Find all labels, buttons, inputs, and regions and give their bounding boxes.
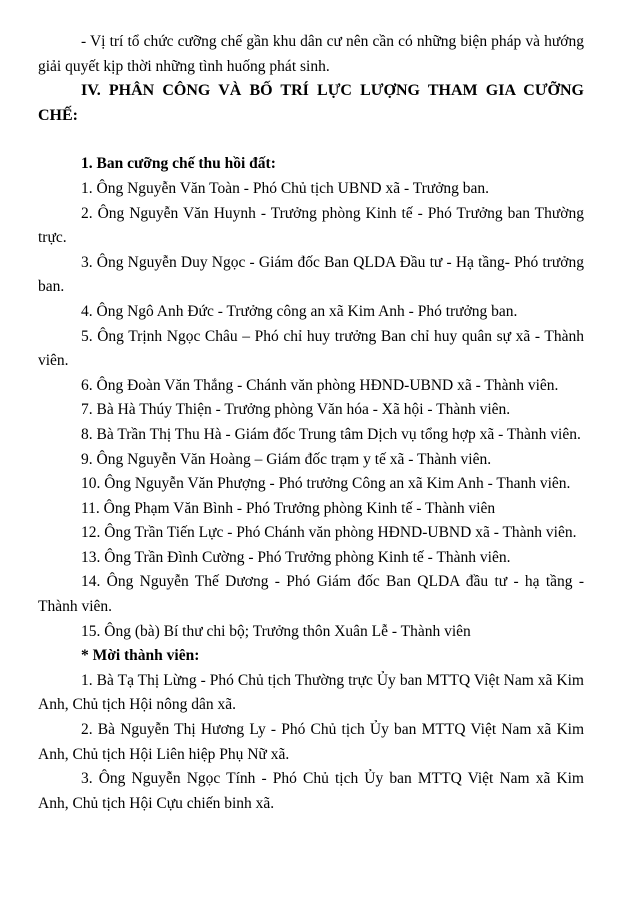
list-item: 10. Ông Nguyễn Văn Phượng - Phó trưởng Công an xã Kim Anh - Thanh viên. [81, 475, 571, 493]
list-item: 3. Ông Nguyễn Ngọc Tính - Phó Chủ tịch Ủy ban MTTQ Việt Nam xã Kim Anh, Chủ tịch Hội Cựu chiến binh xã. [38, 770, 584, 812]
committee-member-list [38, 177, 584, 644]
list-item: 5. Ông Trịnh Ngọc Châu – Phó chỉ huy trưởng Ban chỉ huy quân sự xã - Thành viên. [38, 327, 584, 370]
list-item: 14. Ông Nguyễn Thế Dương - Phó Giám đốc Ban QLDA đầu tư - hạ tầng - Thành viên. [38, 573, 584, 616]
list-item: 11. Ông Phạm Văn Bình - Phó Trưởng phòng Kinh tế - Thành viên [81, 499, 496, 517]
list-item: 15. Ông (bà) Bí thư chi bộ; Trưởng thôn Xuân Lễ - Thành viên [81, 622, 471, 640]
list-item: 8. Bà Trần Thị Thu Hà - Giám đốc Trung tâm Dịch vụ tổng hợp xã - Thành viên. [81, 425, 581, 443]
list-item: 7. Bà Hà Thúy Thiện - Trưởng phòng Văn hóa - Xã hội - Thành viên. [81, 401, 511, 419]
list-item: 9. Ông Nguyễn Văn Hoàng – Giám đốc trạm y tế xã - Thành viên. [81, 450, 492, 468]
list-item: 1. Bà Tạ Thị Lừng - Phó Chủ tịch Thường trực Ủy ban MTTQ Việt Nam xã Kim Anh, Chủ tịch Hội nông dân xã. [38, 671, 584, 714]
subsection-heading: 1. Ban cưỡng chế thu hồi đất: [81, 155, 276, 173]
list-item: 2. Ông Nguyễn Văn Huynh - Trưởng phòng Kinh tế - Phó Trưởng ban Thường trực. [38, 204, 584, 247]
list-item: 2. Bà Nguyễn Thị Hương Ly - Phó Chủ tịch Ủy ban MTTQ Việt Nam xã Kim Anh, Chủ tịch Hội Liên hiệp Phụ Nữ xã. [38, 721, 584, 763]
intro-paragraph: - Vị trí tổ chức cưỡng chế gần khu dân cư nên cần có những biện pháp và hướng giải quyết kịp thời những tình huống phát sinh. [38, 33, 584, 75]
list-item: 3. Ông Nguyễn Duy Ngọc - Giám đốc Ban QLDA Đầu tư - Hạ tầng- Phó trưởng ban. [38, 253, 584, 296]
list-item: 6. Ông Đoàn Văn Thắng - Chánh văn phòng HĐND-UBND xã - Thành viên. [81, 376, 559, 394]
invited-heading: * Mời thành viên: [81, 647, 200, 665]
list-item: 13. Ông Trần Đình Cường - Phó Trưởng phòng Kinh tế - Thành viên. [81, 548, 511, 566]
invited-member-list [38, 669, 584, 817]
section-heading: IV. PHÂN CÔNG VÀ BỐ TRÍ LỰC LƯỢNG THAM GIA CƯỠNG CHẾ: [38, 82, 584, 124]
list-item: 4. Ông Ngô Anh Đức - Trưởng công an xã Kim Anh - Phó trưởng ban. [81, 302, 518, 320]
list-item: 12. Ông Trần Tiến Lực - Phó Chánh văn phòng HĐND-UBND xã - Thành viên. [81, 524, 577, 542]
list-item: 1. Ông Nguyễn Văn Toàn - Phó Chủ tịch UBND xã - Trưởng ban. [81, 179, 490, 197]
